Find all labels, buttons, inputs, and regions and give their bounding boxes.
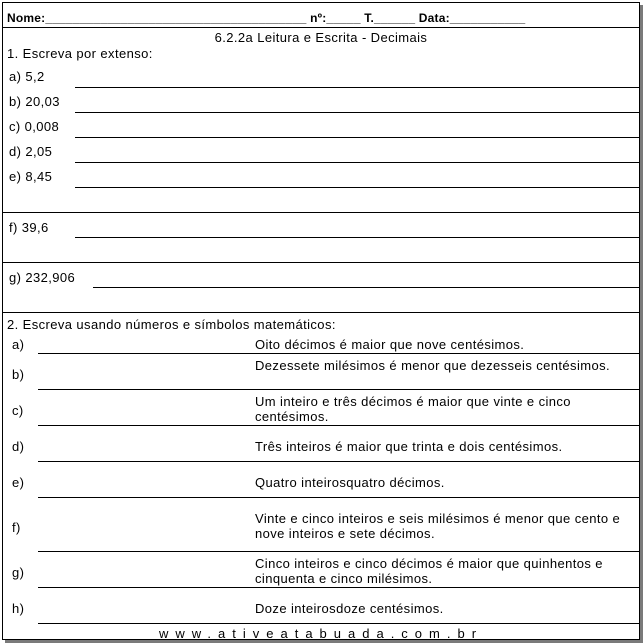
q1-item-e: e) 8,45 (9, 169, 53, 184)
divider (3, 212, 639, 213)
q1-item-a: a) 5,2 (9, 69, 45, 84)
answer-line[interactable] (38, 623, 639, 624)
worksheet-title: 6.2.2a Leitura e Escrita - Decimais (214, 30, 428, 45)
q1-item-b: b) 20,03 (9, 94, 60, 109)
q2-item-b-text: Dezessete milésimos é menor que dezesseis centésimos. (255, 358, 611, 373)
answer-line[interactable] (75, 162, 639, 163)
divider (3, 312, 639, 313)
answer-line[interactable] (75, 237, 639, 238)
answer-line[interactable] (75, 87, 639, 88)
question-2-prompt: 2. Escreva usando números e símbolos matemáticos: (7, 317, 336, 332)
q2-item-d-text: Três inteiros é maior que trinta e dois centésimos. (255, 439, 563, 454)
q2-item-h-text: Doze inteirosdoze centésimos. (255, 601, 444, 616)
answer-line[interactable] (75, 137, 639, 138)
q2-item-c-label: c) (12, 403, 24, 418)
worksheet (2, 2, 640, 640)
q2-item-a-label: a) (12, 337, 25, 352)
answer-line[interactable] (38, 497, 639, 498)
answer-line[interactable] (93, 287, 639, 288)
q2-item-c-text: Um inteiro e três décimos é maior que vinte e cinco centésimos. (255, 394, 571, 424)
q2-item-g-text: Cinco inteiros e cinco décimos é maior que quinhentos e cinquenta e cinco milésimos. (255, 556, 603, 586)
q1-item-d: d) 2,05 (9, 144, 53, 159)
q2-item-a-text: Oito décimos é maior que nove centésimos. (255, 337, 525, 352)
answer-line[interactable] (38, 425, 639, 426)
q2-item-e-text: Quatro inteirosquatro décimos. (255, 475, 445, 490)
q2-item-f-label: f) (12, 520, 21, 535)
answer-line[interactable] (38, 353, 639, 354)
q2-item-e-label: e) (12, 475, 25, 490)
student-info-header: Nome:______________________________________ nº:_____ T.______ Data:___________ (7, 11, 526, 25)
q2-item-d-label: d) (12, 439, 25, 454)
answer-line[interactable] (75, 187, 639, 188)
website-footer[interactable]: www.ativeatabuada.com.br (158, 626, 484, 641)
q1-item-c: c) 0,008 (9, 119, 60, 134)
q2-item-f-text: Vinte e cinco inteiros e seis milésimos é menor que cento e nove inteiros e sete décimos. (255, 511, 621, 541)
q2-item-g-label: g) (12, 565, 25, 580)
question-1-prompt: 1. Escreva por extenso: (7, 46, 153, 61)
answer-line[interactable] (75, 112, 639, 113)
answer-line[interactable] (38, 551, 639, 552)
q1-item-g: g) 232,906 (9, 270, 76, 285)
q1-item-f: f) 39,6 (9, 220, 49, 235)
q2-item-b-label: b) (12, 367, 25, 382)
q2-item-h-label: h) (12, 601, 25, 616)
answer-line[interactable] (38, 587, 639, 588)
divider (3, 262, 639, 263)
answer-line[interactable] (38, 461, 639, 462)
divider (3, 27, 639, 28)
answer-line[interactable] (38, 389, 639, 390)
